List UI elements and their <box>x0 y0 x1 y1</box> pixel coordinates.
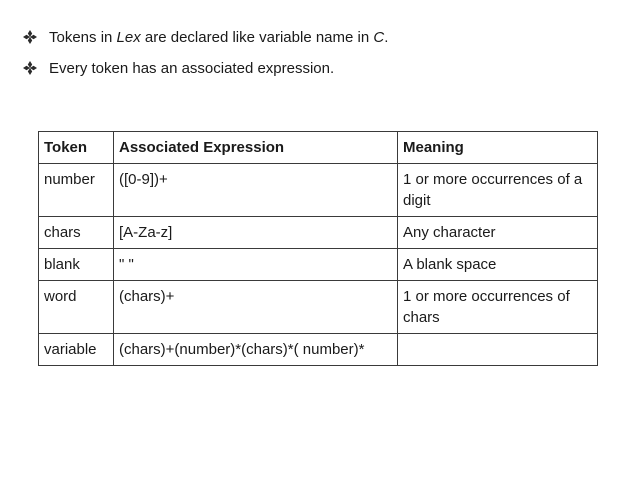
cell-meaning: 1 or more occurrences of chars <box>398 281 598 334</box>
bullet-text: Tokens in Lex are declared like variable name in C. <box>49 28 389 46</box>
cell-token: variable <box>39 334 114 366</box>
cell-expression: (chars)+(number)*(chars)*( number)* <box>114 334 398 366</box>
cell-meaning: 1 or more occurrences of a digit <box>398 164 598 217</box>
bullet-text: Every token has an associated expression. <box>49 59 335 77</box>
header-meaning: Meaning <box>398 132 598 164</box>
cell-expression: ([0-9])+ <box>114 164 398 217</box>
bullet-list <box>22 26 388 88</box>
header-associated-expression: Associated Expression <box>114 132 398 164</box>
diamond-bullet-icon <box>23 61 37 75</box>
cell-meaning <box>398 334 598 366</box>
cell-token: word <box>39 281 114 334</box>
bullet-item-tokens <box>22 26 388 48</box>
table-row <box>39 334 598 366</box>
header-token: Token <box>39 132 114 164</box>
table-row <box>39 217 598 249</box>
table-header-row <box>39 132 598 164</box>
cell-expression: " " <box>114 249 398 281</box>
cell-expression: [A-Za-z] <box>114 217 398 249</box>
bullet-item-expression <box>22 57 388 79</box>
cell-token: chars <box>39 217 114 249</box>
table-row <box>39 249 598 281</box>
table-row <box>39 281 598 334</box>
cell-token: blank <box>39 249 114 281</box>
diamond-bullet-icon <box>23 30 37 44</box>
cell-expression: (chars)+ <box>114 281 398 334</box>
cell-token: number <box>39 164 114 217</box>
cell-meaning: Any character <box>398 217 598 249</box>
token-table <box>38 131 598 366</box>
table-row <box>39 164 598 217</box>
cell-meaning: A blank space <box>398 249 598 281</box>
